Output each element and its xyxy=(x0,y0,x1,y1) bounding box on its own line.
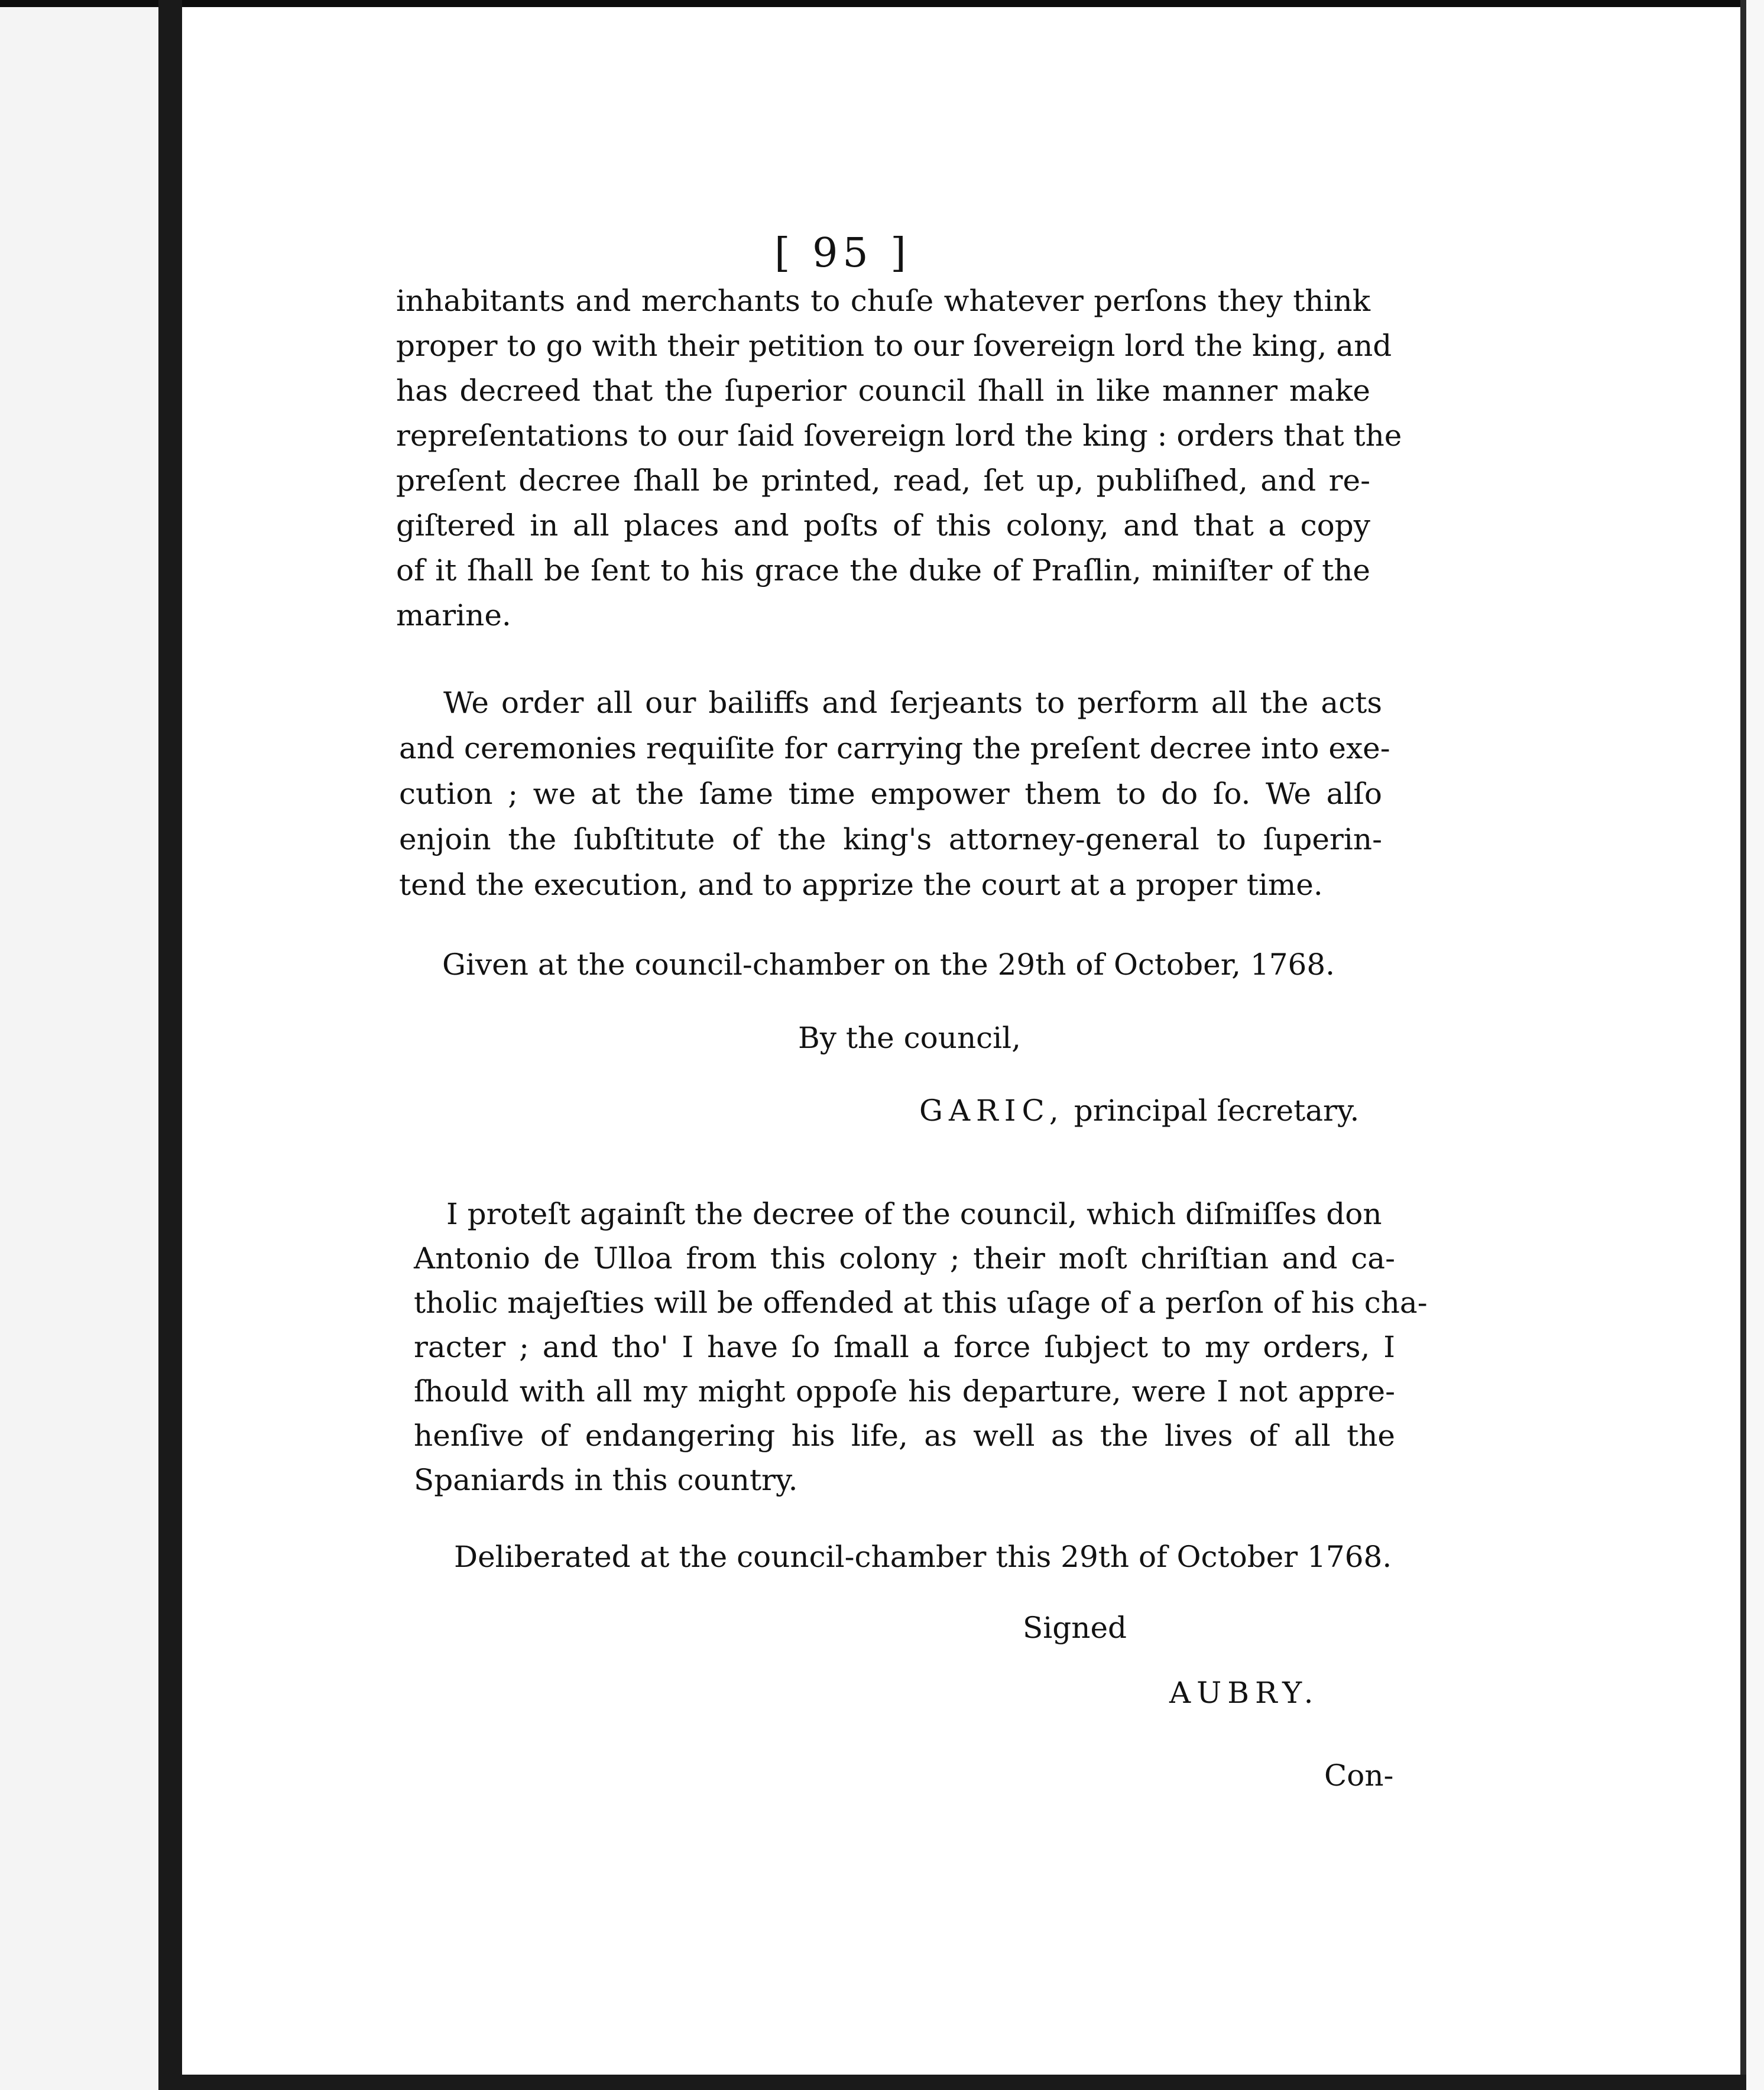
facing-blank-page xyxy=(0,7,158,2090)
catchword: Con- xyxy=(1324,1758,1394,1793)
deliberated-date-line: Deliberated at the council-chamber this 29th of October 1768. xyxy=(454,1540,1392,1574)
paragraph-3-line: henſive of endangering his life, as well as the lives of all the xyxy=(414,1419,1395,1453)
paragraph-2-line: cution ; we at the ſame time empower them to do ſo. We alſo xyxy=(399,777,1382,811)
paragraph-3-line: I proteſt againſt the decree of the council, which diſmiſſes don xyxy=(446,1197,1382,1231)
paragraph-1-line: proper to go with their petition to our ſovereign lord the king, and xyxy=(396,329,1392,363)
paragraph-1-line: marine. xyxy=(396,598,511,632)
paragraph-3-line: racter ; and tho' I have ſo ſmall a force ſubject to my orders, I xyxy=(414,1330,1395,1364)
paragraph-3-line: Antonio de Ulloa from this colony ; their moſt chriſtian and ca- xyxy=(414,1241,1395,1276)
paragraph-1-line: inhabitants and merchants to chuſe whatever perſons they think xyxy=(396,284,1370,318)
secretary-name: GARIC, xyxy=(919,1093,1065,1128)
by-the-council: By the council, xyxy=(798,1021,1022,1055)
secretary-title: principal ſecretary. xyxy=(1074,1093,1360,1128)
paragraph-2-line: enjoin the ſubſtitute of the king's attorney-general to ſuperin- xyxy=(399,822,1382,856)
right-scan-margin xyxy=(1746,0,1764,2090)
paragraph-1-line: repreſentations to our ſaid ſovereign lord the king : orders that the xyxy=(396,418,1402,453)
paragraph-1-line: of it ſhall be ſent to his grace the duke of Praſlin, miniſter of the xyxy=(396,553,1370,588)
right-page-edge xyxy=(1740,0,1746,2090)
signature-garic xyxy=(919,1093,1359,1128)
paragraph-3-line: Spaniards in this country. xyxy=(414,1463,798,1497)
signed-label: Signed xyxy=(1023,1611,1127,1645)
bottom-page-edge xyxy=(182,2075,1746,2090)
signature-aubry: AUBRY. xyxy=(1169,1676,1319,1710)
paragraph-2-line: and ceremonies requiſite for carrying the preſent decree into exe- xyxy=(399,731,1390,765)
page-number: [ 95 ] xyxy=(774,230,911,277)
given-date-line: Given at the council-chamber on the 29th of October, 1768. xyxy=(442,947,1335,982)
paragraph-1-line: preſent decree ſhall be printed, read, ſet up, publiſhed, and re- xyxy=(396,463,1370,498)
paragraph-2-line: We order all our bailiffs and ſerjeants to perform all the acts xyxy=(443,686,1382,720)
paragraph-2-line: tend the execution, and to apprize the court at a proper time. xyxy=(399,868,1323,902)
binding-gutter xyxy=(158,0,182,2090)
paragraph-3-line: ſhould with all my might oppoſe his departure, were I not appre- xyxy=(414,1374,1395,1409)
paragraph-3-line: tholic majeſties will be offended at this uſage of a perſon of his cha- xyxy=(414,1286,1428,1320)
paragraph-1-line: giſtered in all places and poſts of this colony, and that a copy xyxy=(396,508,1370,543)
top-page-edge xyxy=(0,0,1764,7)
paragraph-1-line: has decreed that the ſuperior council ſhall in like manner make xyxy=(396,374,1370,408)
